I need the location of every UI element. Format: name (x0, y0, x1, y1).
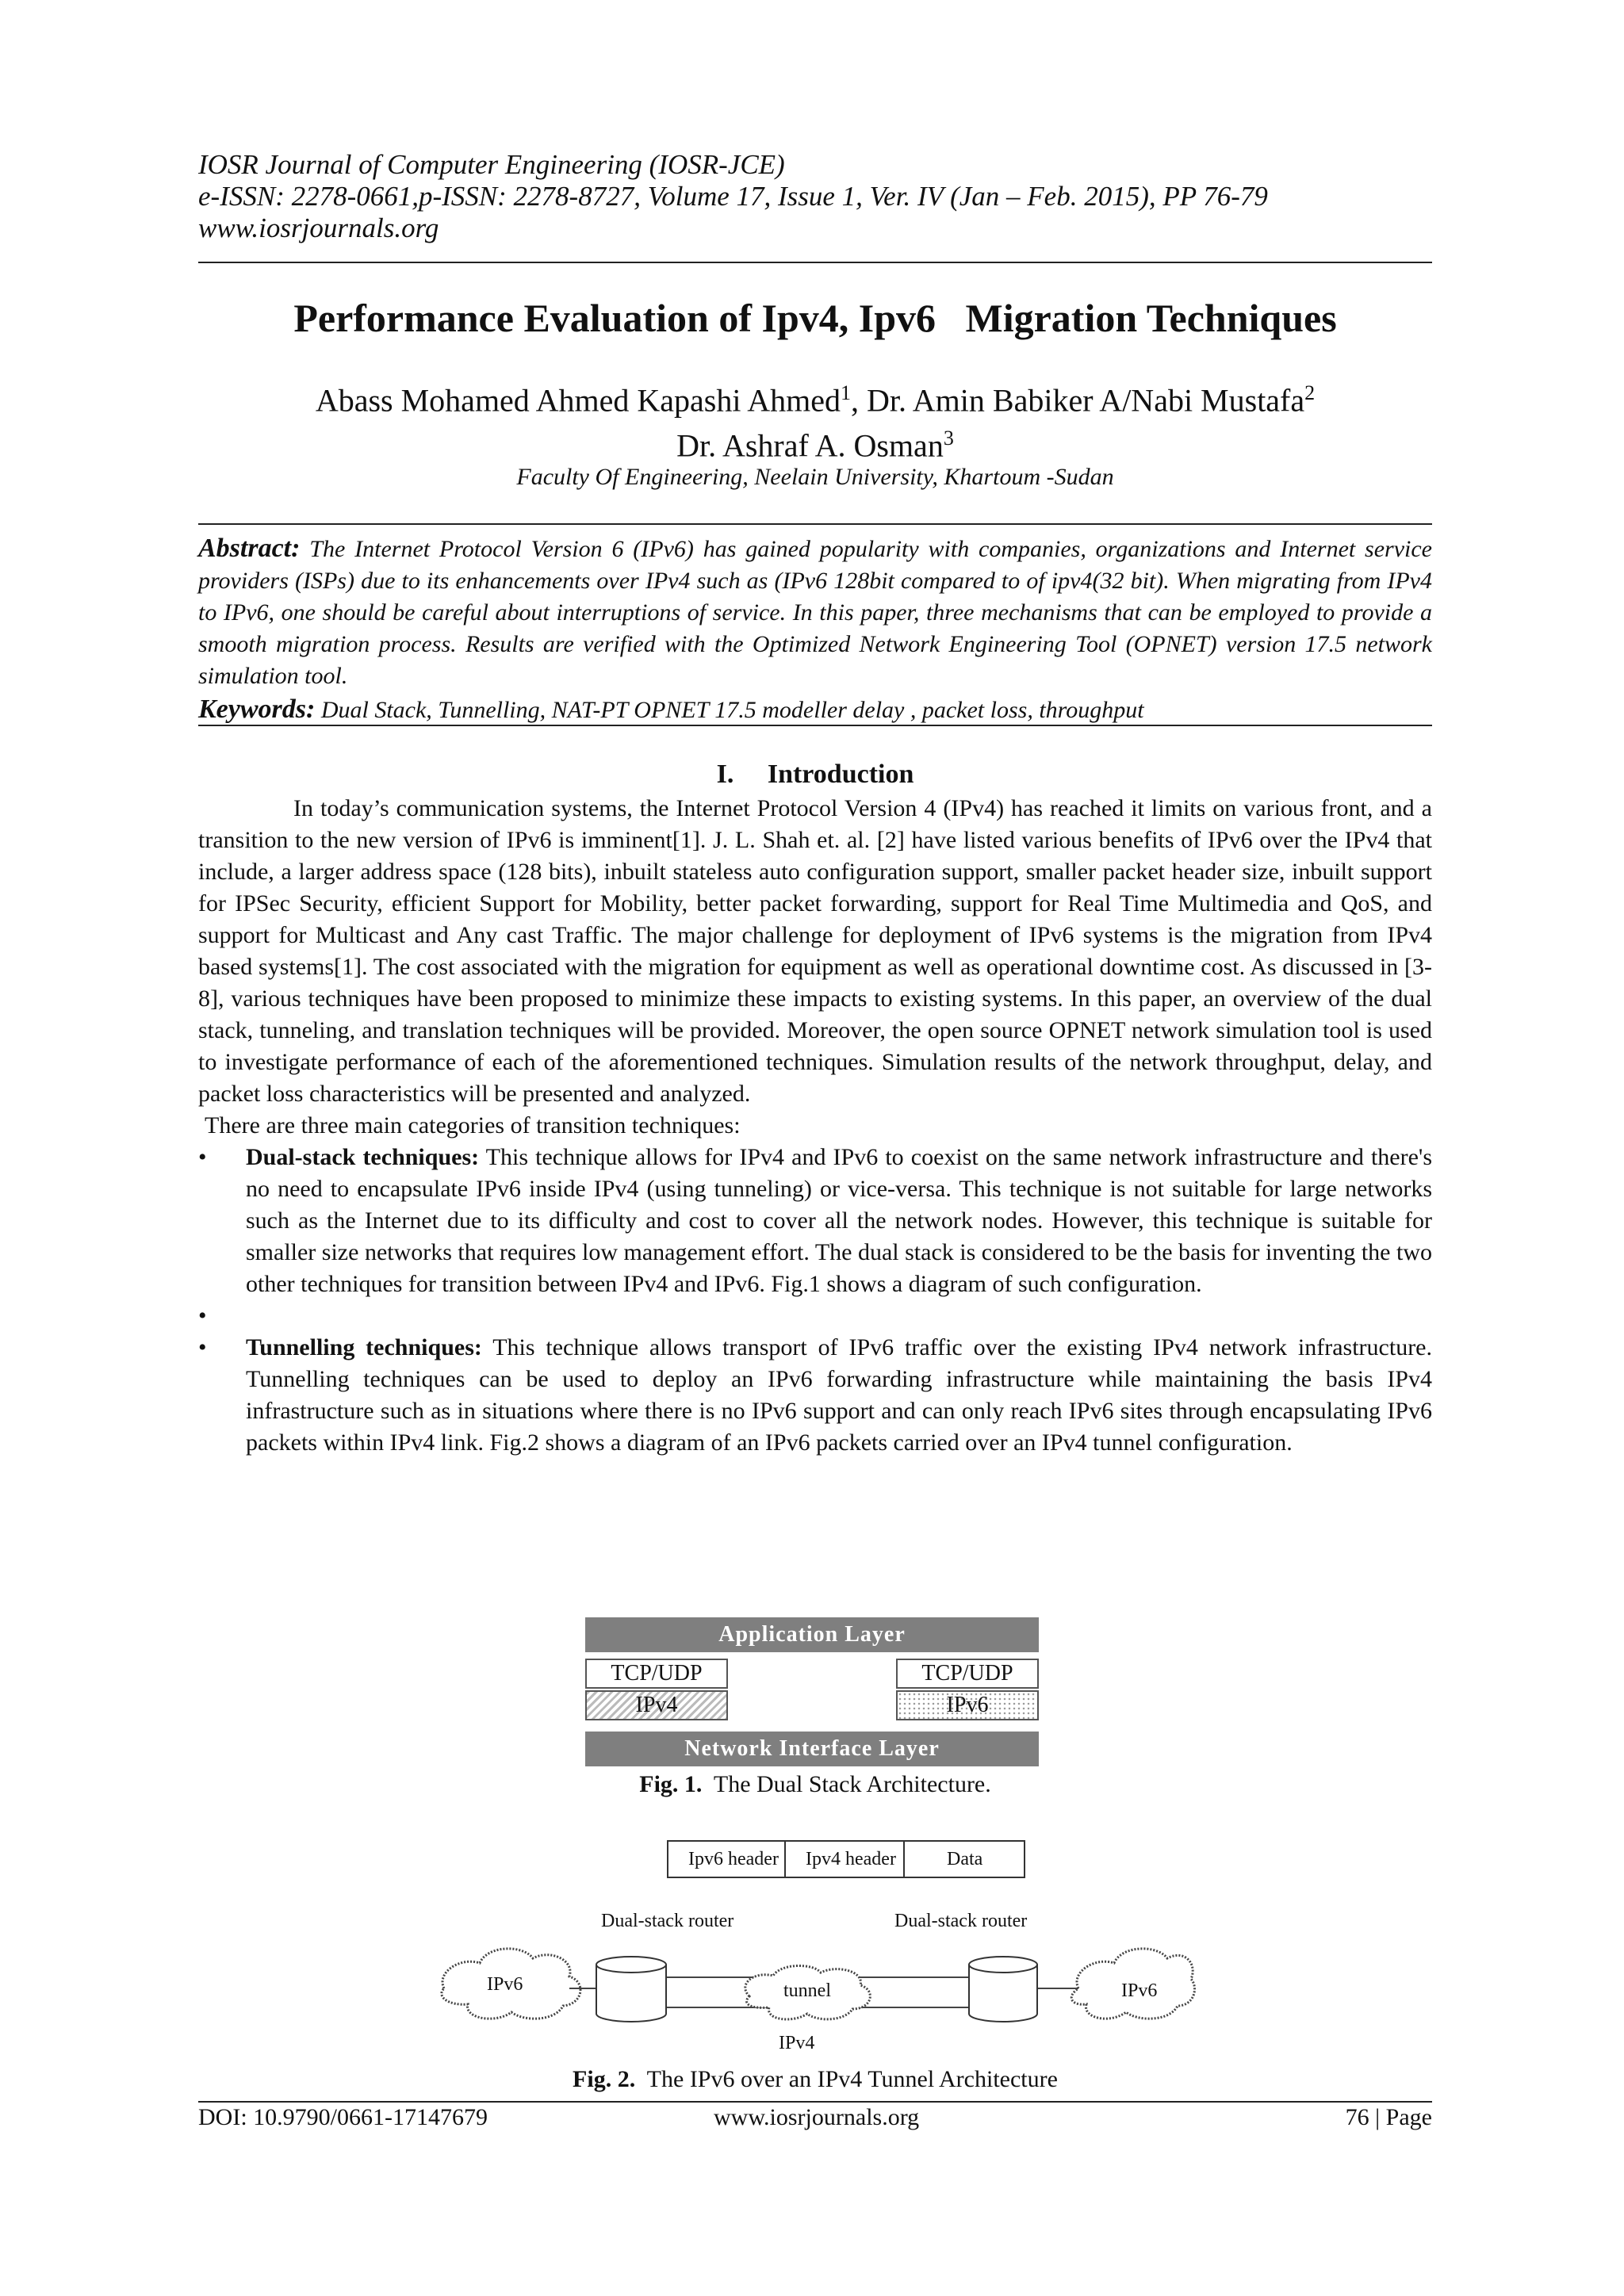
author-3-sup: 3 (943, 427, 954, 450)
footer-doi: DOI: 10.9790/0661-17147679 (198, 2104, 488, 2130)
keywords (198, 695, 1432, 725)
categories-intro: There are three main categories of transition techniques: (205, 1112, 741, 1138)
tunnel-label: tunnel (783, 1980, 831, 2001)
issn-line: e-ISSN: 2278-0661,p-ISSN: 2278-8727, Volume 17, Issue 1, Ver. IV (Jan – Feb. 2015), PP 76-79 (198, 181, 1268, 212)
figure-1-caption-text: The Dual Stack Architecture. (702, 1771, 991, 1797)
paper-title: Performance Evaluation of Ipv4, Ipv6 Migration Techniques (293, 296, 1337, 340)
author-list: Abass Mohamed Ahmed Kapashi Ahmed$^1$, Dr. Amin Babiker A/Nabi Mustafa$^2$ Dr. Ashraf A. Osman$^3$ (315, 381, 1316, 464)
application-layer-bar: Application Layer (585, 1617, 1039, 1652)
ipv4-network-label: IPv4 (779, 2033, 815, 2053)
journal-header (198, 149, 1268, 244)
figure-1-dual-stack-diagram (585, 1617, 1039, 1766)
data-label: Data (947, 1849, 983, 1869)
body-text (198, 793, 1432, 1459)
tunnel-diagram-svg (436, 1838, 1197, 2060)
tcp-udp-left: TCP/UDP (585, 1659, 728, 1689)
keywords-text: Dual Stack, Tunnelling, NAT-PT OPNET 17.5 modeller delay , packet loss, throughput (320, 697, 1144, 723)
journal-website: www.iosrjournals.org (198, 212, 439, 243)
router-left-label: Dual-stack router (601, 1911, 734, 1931)
bullet-2-text: This technique allows transport of IPv6 traffic over the existing IPv4 network infrastructure. Tunnelling techniques can be used to deploy an IPv6 forwarding infrastructure while maintaining the basis IPv4 infrastructure such as in situations where there is no IPv6 support and can only reach IPv6 sites through encapsulating IPv6 packets within IPv4 link. Fig.2 shows a diagram of an IPv6 packets carried over an IPv4 tunnel configuration. (246, 1334, 1432, 1456)
keywords-label: Keywords: (198, 695, 316, 724)
ipv4-header-label: Ipv4 header (806, 1849, 896, 1869)
ipv6-left-label: IPv6 (487, 1974, 523, 1995)
journal-name: IOSR Journal of Computer Engineering (IOSR-JCE) (198, 149, 785, 180)
ipv4-stack-cell: IPv4 (585, 1690, 728, 1720)
footer-website: www.iosrjournals.org (714, 2104, 920, 2130)
list-item (198, 1332, 1432, 1459)
figure-1-caption-label: Fig. 1. (639, 1771, 703, 1797)
router-top (969, 1957, 1037, 1973)
figure-2-caption-text: The IPv6 over an IPv4 Tunnel Architecture (635, 2066, 1058, 2092)
section-heading: I. Introduction (716, 760, 914, 789)
author-2: Dr. Amin Babiker A/Nabi Mustafa (866, 382, 1305, 419)
router-right-label: Dual-stack router (894, 1911, 1028, 1931)
author-1: Abass Mohamed Ahmed Kapashi Ahmed (315, 382, 841, 419)
abstract-text: The Internet Protocol Version 6 (IPv6) has gained popularity with companies, organizations and Internet service providers (ISPs) due to its enhancements over IPv4 such as (IPv6 128bit compared to of ipv4(32 bit). When migrating from IPv4 to IPv6, one should be careful about interruptions of service. In this paper, three mechanisms that can be employed to provide a smooth migration process. Results are verified with the Optimized Network Engineering Tool (OPNET) version 17.5 network simulation tool. (198, 536, 1433, 689)
figure-2-caption-label: Fig. 2. (573, 2066, 636, 2092)
figure-2-caption (198, 2066, 1432, 2093)
author-3: Dr. Ashraf A. Osman (676, 427, 944, 464)
bullet-1-text: This technique allows for IPv4 and IPv6 to coexist on the same network infrastructure and there's no need to encapsulate IPv6 inside IPv4 (using tunneling) or vice-versa. This technique is not suitable for large networks such as the Internet due to its difficulty and cost to cover all the network nodes. However, this technique is suitable for smaller size networks that requires low management effort. The dual stack is considered to be the basis for inventing the two other techniques for transition between IPv4 and IPv6. Fig.1 shows a diagram of such configuration. (246, 1144, 1432, 1297)
ipv6-right-label: IPv6 (1121, 1980, 1158, 2001)
list-item (198, 1142, 1432, 1300)
author-1-sup: 1 (840, 381, 851, 404)
abstract-bottom-rule (198, 725, 1432, 726)
network-interface-layer-bar: Network Interface Layer (585, 1732, 1039, 1766)
tcp-udp-right: TCP/UDP (896, 1659, 1039, 1689)
bullet-1-label: Dual-stack techniques: (246, 1144, 480, 1170)
abstract-top-rule (198, 523, 1432, 525)
author-2-sup: 2 (1304, 381, 1316, 404)
figure-1-caption (198, 1771, 1432, 1798)
figure-2-tunnel-diagram (436, 1838, 1197, 2060)
footer-page-number: 76 | Page (1345, 2104, 1432, 2130)
header-rule (198, 262, 1432, 263)
intro-paragraph: In today’s communication systems, the Internet Protocol Version 4 (IPv4) has reached it limits on various front, and a transition to the new version of IPv6 is imminent[1]. J. L. Shah et. al. [2] have listed various benefits of IPv6 over the IPv4 that include, a larger address space (128 bits), inbuilt stateless auto configuration support, smaller packet header size, inbuilt support for IPSec Security, efficient Support for Mobility, better packet forwarding, support for Real Time Multimedia and QoS, and support for Multicast and Any cast Traffic. The major challenge for deployment of IPv6 systems is the migration from IPv4 based systems[1]. The cost associated with the migration for equipment as well as operational downtime cost. As discussed in [3-8], various techniques have been proposed to minimize these impacts to existing systems. In this paper, an overview of the dual stack, tunneling, and translation techniques will be provided. Moreover, the open source OPNET network simulation tool is used to investigate performance of each of the aforementioned techniques. Simulation results of the network throughput, delay, and packet loss characteristics will be presented and analyzed. (198, 795, 1432, 1107)
technique-list (198, 1142, 1432, 1459)
affiliation: Faculty Of Engineering, Neelain University, Khartoum -Sudan (516, 464, 1114, 490)
abstract (198, 533, 1432, 692)
router-top (596, 1957, 666, 1973)
list-spacer (198, 1300, 1432, 1332)
ipv6-header-label: Ipv6 header (688, 1849, 779, 1869)
bullet-2-label: Tunnelling techniques: (246, 1334, 482, 1360)
abstract-label: Abstract: (198, 534, 301, 563)
footer-rule (198, 2101, 1432, 2103)
ipv6-stack-cell: IPv6 (896, 1690, 1039, 1720)
